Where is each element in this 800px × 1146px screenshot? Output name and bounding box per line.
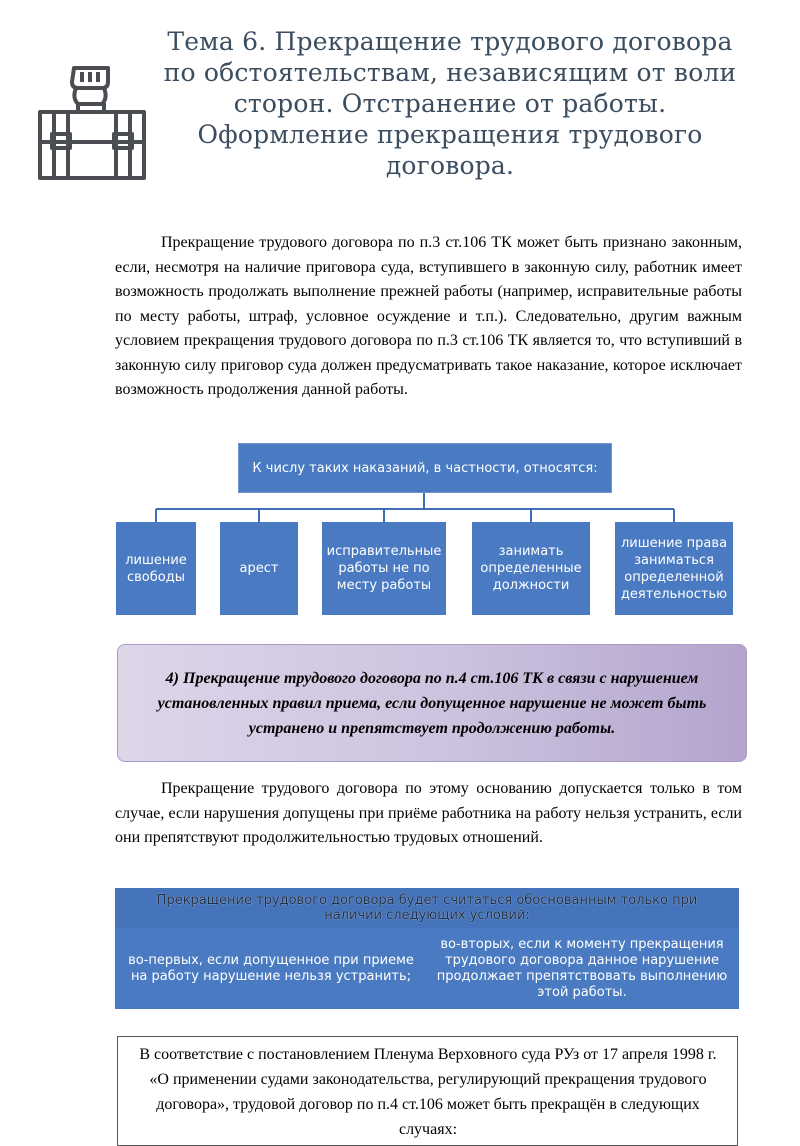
conditions-cell: во-вторых, если к моменту прекращения трудового договора данное нарушение продолжает препятствовать выполнению этой работы.	[428, 932, 736, 1006]
diagram-item-box: лишение свободы	[116, 522, 196, 615]
conditions-cell: во-первых, если допущенное при приеме на работу нарушение нельзя устранить;	[118, 932, 424, 1006]
paragraph-intro: Прекращение трудового договора по п.3 ст.106 ТК может быть признано законным, если, несмотря на наличие приговора суда, вступившего в законную силу, работник имеет возможность продолжать выполнение прежней работы (например, исправительные работы по месту работы, штраф, условное осуждение и т.п.). Следовательно, другим важным условием прекращения трудового договора по п.3 ст.106 ТК является то, что вступивший в законную силу приговор суда должен предусматривать такое наказание, которое исключает возможность продолжения данной работы.	[115, 234, 742, 398]
diagram-item-box: занимать определенные должности	[472, 522, 590, 615]
paragraph-plenum: В соответствие с постановлением Пленума Верховного суда РУз от 17 апреля 1998 г. «О применении судами законодательства, регулирующий прекращения трудового договора», трудовой договор по п.4 ст.106 может быть прекращён в следующих случаях:	[139, 1046, 717, 1138]
diagram-item-box: лишение права заниматься определенной деятельностью	[615, 522, 733, 615]
conditions-table-header: Прекращение трудового договора будет считаться обоснованным только при наличии следующих условий:	[115, 888, 739, 928]
paragraph-conditions-intro: Прекращение трудового договора по этому основанию допускается только в том случае, если нарушения допущены при приёме работника на работу нельзя устранить, если они препятствуют продолжительностью трудовых отношений.	[115, 780, 742, 846]
page-title: Тема 6. Прекращение трудового договора по обстоятельствам, независящим от воли сторон. Отстранение от работы. Оформление прекращения трудового договора.	[163, 27, 737, 180]
diagram-item-box: арест	[220, 522, 298, 615]
diagram-item-box: исправительные работы не по месту работы	[322, 522, 446, 615]
highlight-box: 4) Прекращение трудового договора по п.4 ст.106 ТК в связи с нарушением установленных правил приема, если допущенное нарушение не может быть устранено и препятствует продолжению работы.	[117, 644, 747, 762]
diagram-root-box: К числу таких наказаний, в частности, относятся:	[238, 443, 612, 493]
